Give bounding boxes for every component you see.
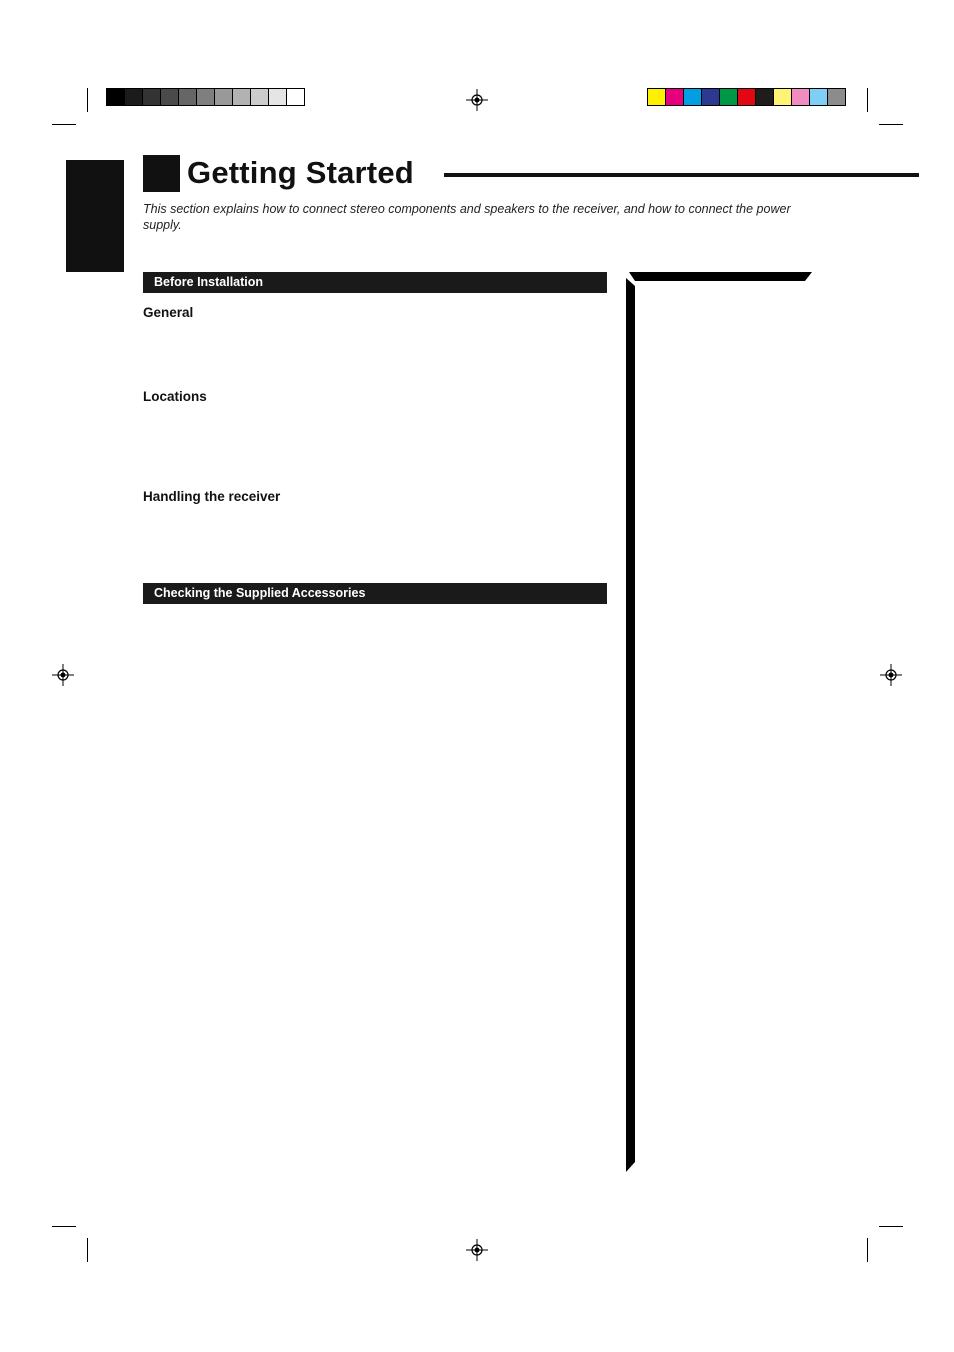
calibration-swatch [125,89,143,105]
calibration-swatch [179,89,197,105]
calibration-swatch [197,89,215,105]
intro-paragraph: This section explains how to connect stereo components and speakers to the receiver, and how to connect the power supply. [143,202,791,232]
right-column-vertical-rule [626,278,635,1172]
calibration-swatch [666,89,684,105]
subheading-general: General [143,305,194,320]
language-tab [66,160,124,272]
registration-crosshair-icon [52,664,74,686]
registration-crosshair-icon [466,89,488,111]
crop-mark [52,124,76,125]
calibration-swatch [161,89,179,105]
page-title: Getting Started [187,155,414,190]
calibration-swatch [828,89,845,105]
calibration-swatch [233,89,251,105]
calibration-swatch [756,89,774,105]
grayscale-calibration-bar [106,88,305,106]
calibration-swatch [648,89,666,105]
subheading-handling-the-receiver: Handling the receiver [143,489,281,504]
calibration-swatch [702,89,720,105]
calibration-swatch [251,89,269,105]
crop-mark [879,124,903,125]
calibration-swatch [738,89,756,105]
registration-crosshair-icon [880,664,902,686]
registration-crosshair-icon [466,1239,488,1261]
calibration-swatch [215,89,233,105]
calibration-swatch [810,89,828,105]
title-marker [143,155,180,192]
crop-mark [879,1226,903,1227]
calibration-swatch [269,89,287,105]
calibration-swatch [774,89,792,105]
crop-mark [867,1238,868,1262]
crop-mark [87,88,88,112]
calibration-swatch [720,89,738,105]
calibration-swatch [287,89,304,105]
calibration-swatch [792,89,810,105]
section-heading-before-installation: Before Installation [143,272,607,293]
right-column-top-rule [629,272,812,281]
title-rule [444,173,919,177]
crop-mark [52,1226,76,1227]
crop-mark [87,1238,88,1262]
section-heading-checking-accessories: Checking the Supplied Accessories [143,583,607,604]
color-calibration-bar [647,88,846,106]
calibration-swatch [684,89,702,105]
calibration-swatch [107,89,125,105]
crop-mark [867,88,868,112]
subheading-locations: Locations [143,389,207,404]
calibration-swatch [143,89,161,105]
